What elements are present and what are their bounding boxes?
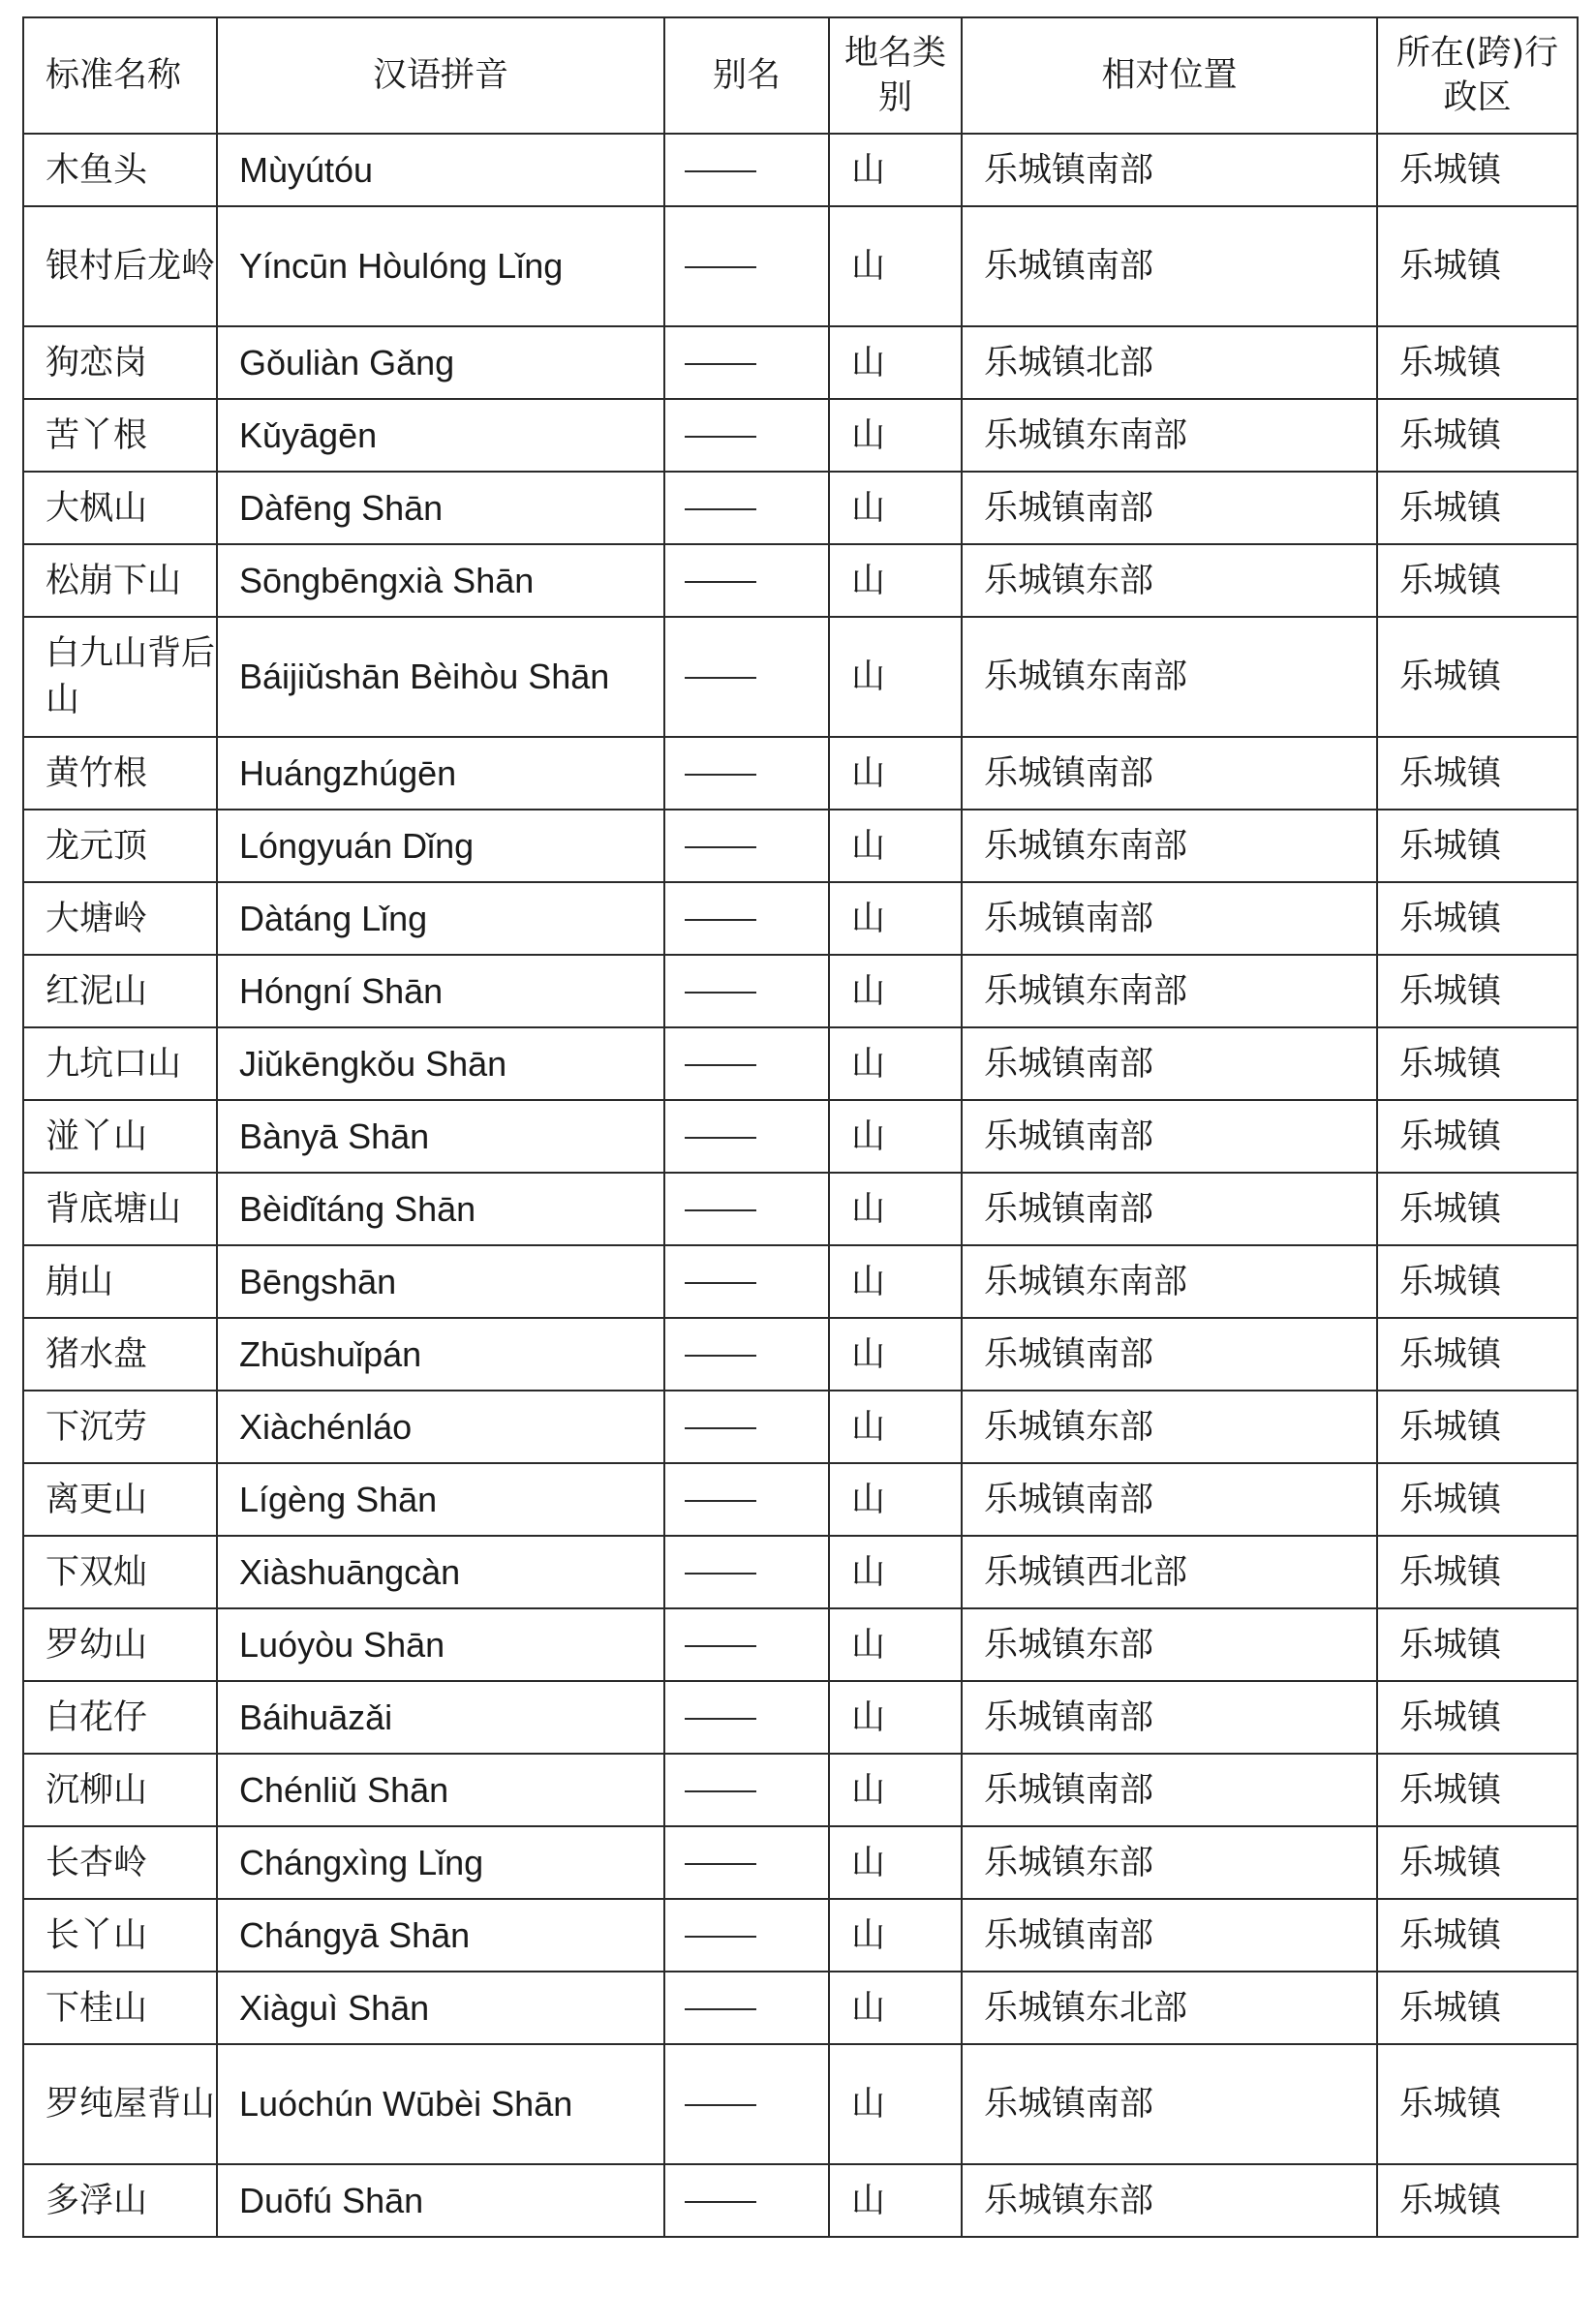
alias-cell — [664, 1245, 829, 1318]
pinyin-cell: Sōngbēngxià Shān — [217, 544, 664, 617]
standard-name-cell: 猪水盘 — [23, 1318, 217, 1391]
table-row — [23, 1536, 1578, 1608]
pinyin-cell: Xiàguì Shān — [217, 1972, 664, 2044]
district-cell: 乐城镇 — [1377, 1536, 1578, 1608]
category-cell: 山 — [829, 2044, 962, 2164]
empty-dash — [685, 581, 756, 583]
table-row — [23, 1681, 1578, 1754]
standard-name-cell: 大塘岭 — [23, 882, 217, 955]
standard-name-cell: 下桂山 — [23, 1972, 217, 2044]
district-cell: 乐城镇 — [1377, 399, 1578, 472]
category-cell: 山 — [829, 399, 962, 472]
relative-location-cell: 乐城镇南部 — [962, 1173, 1377, 1245]
category-cell: 山 — [829, 617, 962, 737]
table-row — [23, 1100, 1578, 1173]
standard-name-cell: 沉柳山 — [23, 1754, 217, 1826]
district-cell: 乐城镇 — [1377, 326, 1578, 399]
table-row — [23, 1463, 1578, 1536]
table-row — [23, 206, 1578, 326]
header-alias: 别名 — [664, 17, 829, 134]
pinyin-cell: Chángxìng Lǐng — [217, 1826, 664, 1899]
district-cell: 乐城镇 — [1377, 1391, 1578, 1463]
district-cell: 乐城镇 — [1377, 617, 1578, 737]
relative-location-cell: 乐城镇南部 — [962, 1681, 1377, 1754]
alias-cell — [664, 1899, 829, 1972]
relative-location-cell: 乐城镇东部 — [962, 2164, 1377, 2237]
pinyin-cell: Luóchún Wūbèi Shān — [217, 2044, 664, 2164]
empty-dash — [685, 1718, 756, 1720]
relative-location-cell: 乐城镇东部 — [962, 1391, 1377, 1463]
pinyin-cell: Bēngshān — [217, 1245, 664, 1318]
pinyin-cell: Lígèng Shān — [217, 1463, 664, 1536]
table-row — [23, 1754, 1578, 1826]
empty-dash — [685, 1790, 756, 1792]
pinyin-cell: Jiǔkēngkǒu Shān — [217, 1027, 664, 1100]
alias-cell — [664, 399, 829, 472]
standard-name-cell: 九坑口山 — [23, 1027, 217, 1100]
alias-cell — [664, 326, 829, 399]
standard-name-cell: 崩山 — [23, 1245, 217, 1318]
table-row — [23, 134, 1578, 206]
district-cell: 乐城镇 — [1377, 134, 1578, 206]
standard-name-cell: 罗纯屋背山 — [23, 2044, 217, 2164]
empty-dash — [685, 992, 756, 994]
category-cell: 山 — [829, 1100, 962, 1173]
table-row — [23, 1826, 1578, 1899]
relative-location-cell: 乐城镇南部 — [962, 1318, 1377, 1391]
category-cell: 山 — [829, 1826, 962, 1899]
empty-dash — [685, 1064, 756, 1066]
empty-dash — [685, 846, 756, 848]
relative-location-cell: 乐城镇东南部 — [962, 810, 1377, 882]
alias-cell — [664, 1027, 829, 1100]
alias-cell — [664, 1972, 829, 2044]
district-cell: 乐城镇 — [1377, 1100, 1578, 1173]
table-row — [23, 1391, 1578, 1463]
standard-name-cell: 白九山背后山 — [23, 617, 217, 737]
table-row — [23, 1972, 1578, 2044]
relative-location-cell: 乐城镇南部 — [962, 134, 1377, 206]
pinyin-cell: Dàtáng Lǐng — [217, 882, 664, 955]
empty-dash — [685, 1137, 756, 1139]
category-cell: 山 — [829, 544, 962, 617]
empty-dash — [685, 2008, 756, 2010]
table-row — [23, 1318, 1578, 1391]
district-cell: 乐城镇 — [1377, 1245, 1578, 1318]
category-cell: 山 — [829, 1173, 962, 1245]
alias-cell — [664, 1754, 829, 1826]
pinyin-cell: Duōfú Shān — [217, 2164, 664, 2237]
category-cell: 山 — [829, 1899, 962, 1972]
empty-dash — [685, 677, 756, 679]
empty-dash — [685, 1645, 756, 1647]
category-cell: 山 — [829, 1245, 962, 1318]
relative-location-cell: 乐城镇东南部 — [962, 617, 1377, 737]
relative-location-cell: 乐城镇东北部 — [962, 1972, 1377, 2044]
relative-location-cell: 乐城镇南部 — [962, 2044, 1377, 2164]
table-row — [23, 326, 1578, 399]
alias-cell — [664, 1826, 829, 1899]
table-row — [23, 1027, 1578, 1100]
relative-location-cell: 乐城镇南部 — [962, 1754, 1377, 1826]
empty-dash — [685, 1500, 756, 1502]
category-cell: 山 — [829, 737, 962, 810]
relative-location-cell: 乐城镇东部 — [962, 544, 1377, 617]
empty-dash — [685, 363, 756, 365]
relative-location-cell: 乐城镇东南部 — [962, 955, 1377, 1027]
pinyin-cell: Hóngní Shān — [217, 955, 664, 1027]
empty-dash — [685, 2104, 756, 2106]
alias-cell — [664, 617, 829, 737]
standard-name-cell: 银村后龙岭 — [23, 206, 217, 326]
category-cell: 山 — [829, 472, 962, 544]
category-cell: 山 — [829, 1608, 962, 1681]
relative-location-cell: 乐城镇南部 — [962, 206, 1377, 326]
empty-dash — [685, 266, 756, 268]
standard-name-cell: 黄竹根 — [23, 737, 217, 810]
district-cell: 乐城镇 — [1377, 2164, 1578, 2237]
relative-location-cell: 乐城镇东部 — [962, 1608, 1377, 1681]
pinyin-cell: Lóngyuán Dǐng — [217, 810, 664, 882]
alias-cell — [664, 1318, 829, 1391]
district-cell: 乐城镇 — [1377, 1318, 1578, 1391]
category-cell: 山 — [829, 1463, 962, 1536]
empty-dash — [685, 1282, 756, 1284]
district-cell: 乐城镇 — [1377, 2044, 1578, 2164]
district-cell: 乐城镇 — [1377, 810, 1578, 882]
standard-name-cell: 背底塘山 — [23, 1173, 217, 1245]
category-cell: 山 — [829, 134, 962, 206]
standard-name-cell: 木鱼头 — [23, 134, 217, 206]
standard-name-cell: 下双灿 — [23, 1536, 217, 1608]
pinyin-cell: Bèidǐtáng Shān — [217, 1173, 664, 1245]
relative-location-cell: 乐城镇南部 — [962, 1027, 1377, 1100]
table-row — [23, 472, 1578, 544]
header-pinyin: 汉语拼音 — [217, 17, 664, 134]
alias-cell — [664, 955, 829, 1027]
relative-location-cell: 乐城镇北部 — [962, 326, 1377, 399]
standard-name-cell: 多浮山 — [23, 2164, 217, 2237]
table-row — [23, 2164, 1578, 2237]
category-cell: 山 — [829, 1391, 962, 1463]
alias-cell — [664, 1608, 829, 1681]
district-cell: 乐城镇 — [1377, 206, 1578, 326]
table-row — [23, 1608, 1578, 1681]
pinyin-cell: Báijiǔshān Bèihòu Shān — [217, 617, 664, 737]
district-cell: 乐城镇 — [1377, 1608, 1578, 1681]
alias-cell — [664, 206, 829, 326]
alias-cell — [664, 810, 829, 882]
relative-location-cell: 乐城镇西北部 — [962, 1536, 1377, 1608]
table-header-row — [23, 17, 1578, 134]
empty-dash — [685, 1209, 756, 1211]
empty-dash — [685, 436, 756, 438]
relative-location-cell: 乐城镇南部 — [962, 1899, 1377, 1972]
standard-name-cell: 长丫山 — [23, 1899, 217, 1972]
table-row — [23, 1245, 1578, 1318]
standard-name-cell: 松崩下山 — [23, 544, 217, 617]
relative-location-cell: 乐城镇东南部 — [962, 1245, 1377, 1318]
standard-name-cell: 白花仔 — [23, 1681, 217, 1754]
empty-dash — [685, 1573, 756, 1575]
category-cell: 山 — [829, 1681, 962, 1754]
pinyin-cell: Xiàshuāngcàn — [217, 1536, 664, 1608]
relative-location-cell: 乐城镇东部 — [962, 1826, 1377, 1899]
category-cell: 山 — [829, 1318, 962, 1391]
header-standard-name: 标准名称 — [23, 17, 217, 134]
district-cell: 乐城镇 — [1377, 882, 1578, 955]
empty-dash — [685, 774, 756, 776]
table-row — [23, 399, 1578, 472]
category-cell: 山 — [829, 882, 962, 955]
table-row — [23, 810, 1578, 882]
alias-cell — [664, 472, 829, 544]
table-row — [23, 544, 1578, 617]
category-cell: 山 — [829, 1536, 962, 1608]
category-cell: 山 — [829, 1027, 962, 1100]
alias-cell — [664, 737, 829, 810]
empty-dash — [685, 508, 756, 510]
category-cell: 山 — [829, 1754, 962, 1826]
table-row — [23, 1899, 1578, 1972]
alias-cell — [664, 1681, 829, 1754]
pinyin-cell: Báihuāzǎi — [217, 1681, 664, 1754]
table-row — [23, 2044, 1578, 2164]
district-cell: 乐城镇 — [1377, 1463, 1578, 1536]
district-cell: 乐城镇 — [1377, 1681, 1578, 1754]
district-cell: 乐城镇 — [1377, 1826, 1578, 1899]
category-cell: 山 — [829, 1972, 962, 2044]
table-row — [23, 617, 1578, 737]
empty-dash — [685, 1936, 756, 1938]
pinyin-cell: Dàfēng Shān — [217, 472, 664, 544]
district-cell: 乐城镇 — [1377, 472, 1578, 544]
alias-cell — [664, 1100, 829, 1173]
header-category: 地名类别 — [829, 17, 962, 134]
alias-cell — [664, 1536, 829, 1608]
standard-name-cell: 大枫山 — [23, 472, 217, 544]
relative-location-cell: 乐城镇南部 — [962, 737, 1377, 810]
standard-name-cell: 狗恋岗 — [23, 326, 217, 399]
pinyin-cell: Huángzhúgēn — [217, 737, 664, 810]
category-cell: 山 — [829, 206, 962, 326]
standard-name-cell: 龙元顶 — [23, 810, 217, 882]
alias-cell — [664, 2164, 829, 2237]
pinyin-cell: Luóyòu Shān — [217, 1608, 664, 1681]
relative-location-cell: 乐城镇南部 — [962, 1100, 1377, 1173]
empty-dash — [685, 1355, 756, 1357]
pinyin-cell: Xiàchénláo — [217, 1391, 664, 1463]
standard-name-cell: 长杏岭 — [23, 1826, 217, 1899]
standard-name-cell: 红泥山 — [23, 955, 217, 1027]
standard-name-cell: 下沉劳 — [23, 1391, 217, 1463]
pinyin-cell: Bànyā Shān — [217, 1100, 664, 1173]
header-relative-location: 相对位置 — [962, 17, 1377, 134]
empty-dash — [685, 2201, 756, 2203]
table-row — [23, 882, 1578, 955]
relative-location-cell: 乐城镇南部 — [962, 472, 1377, 544]
district-cell: 乐城镇 — [1377, 1754, 1578, 1826]
category-cell: 山 — [829, 955, 962, 1027]
empty-dash — [685, 919, 756, 921]
district-cell: 乐城镇 — [1377, 544, 1578, 617]
table-row — [23, 737, 1578, 810]
alias-cell — [664, 134, 829, 206]
district-cell: 乐城镇 — [1377, 737, 1578, 810]
table-row — [23, 1173, 1578, 1245]
pinyin-cell: Chénliǔ Shān — [217, 1754, 664, 1826]
relative-location-cell: 乐城镇东南部 — [962, 399, 1377, 472]
pinyin-cell: Chángyā Shān — [217, 1899, 664, 1972]
alias-cell — [664, 1173, 829, 1245]
empty-dash — [685, 1427, 756, 1429]
table-row — [23, 955, 1578, 1027]
alias-cell — [664, 882, 829, 955]
header-district: 所在(跨)行政区 — [1377, 17, 1578, 134]
district-cell: 乐城镇 — [1377, 1972, 1578, 2044]
pinyin-cell: Mùyútóu — [217, 134, 664, 206]
category-cell: 山 — [829, 810, 962, 882]
category-cell: 山 — [829, 2164, 962, 2237]
alias-cell — [664, 1391, 829, 1463]
relative-location-cell: 乐城镇南部 — [962, 882, 1377, 955]
alias-cell — [664, 1463, 829, 1536]
alias-cell — [664, 544, 829, 617]
standard-name-cell: 湴丫山 — [23, 1100, 217, 1173]
category-cell: 山 — [829, 326, 962, 399]
empty-dash — [685, 1863, 756, 1865]
standard-name-cell: 离更山 — [23, 1463, 217, 1536]
district-cell: 乐城镇 — [1377, 955, 1578, 1027]
district-cell: 乐城镇 — [1377, 1173, 1578, 1245]
relative-location-cell: 乐城镇南部 — [962, 1463, 1377, 1536]
standard-name-cell: 罗幼山 — [23, 1608, 217, 1681]
pinyin-cell: Kǔyāgēn — [217, 399, 664, 472]
place-name-table — [22, 16, 1579, 2238]
district-cell: 乐城镇 — [1377, 1899, 1578, 1972]
pinyin-cell: Gǒuliàn Gǎng — [217, 326, 664, 399]
empty-dash — [685, 170, 756, 172]
district-cell: 乐城镇 — [1377, 1027, 1578, 1100]
standard-name-cell: 苦丫根 — [23, 399, 217, 472]
table-body — [23, 134, 1578, 2237]
pinyin-cell: Yíncūn Hòulóng Lǐng — [217, 206, 664, 326]
pinyin-cell: Zhūshuǐpán — [217, 1318, 664, 1391]
alias-cell — [664, 2044, 829, 2164]
